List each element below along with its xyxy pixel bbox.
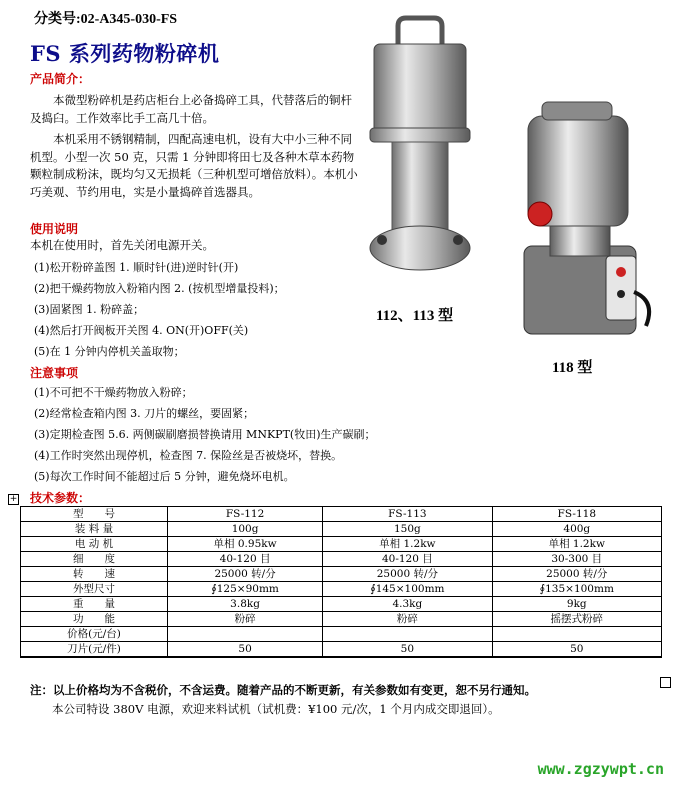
table-cell: FS-112: [168, 507, 323, 522]
table-row: [21, 627, 662, 642]
intro-paragraph-1: 本微型粉碎机是药店柜台上必备捣碎工具，代替落后的铜杆及捣臼。工作效率比手工高几十倍。: [30, 93, 352, 125]
table-row: [21, 612, 662, 627]
table-cell: 30-300 目: [492, 552, 661, 567]
intro-heading: 产品简介：: [30, 72, 91, 86]
table-cell: 单相 1.2kw: [492, 537, 661, 552]
table-cell: 外型尺寸: [21, 582, 168, 597]
page-title: FS 系列药物粉碎机: [30, 41, 220, 66]
table-cell: 细 度: [21, 552, 168, 567]
table-row: [21, 597, 662, 612]
usage-step: (5)在 1 分钟内停机关盖取物；: [34, 345, 185, 358]
usage-intro: 本机在使用时，首先关闭电源开关。: [30, 238, 214, 252]
caution-heading: 注意事项: [30, 366, 79, 380]
caution-item: (1)不可把不干燥药物放入粉碎；: [34, 386, 193, 399]
caution-item: (2)经常检查箱内图 3. 刀片的螺丝，要固紧；: [34, 407, 255, 420]
caution-item: (5)每次工作时间不能超过后 5 分钟，避免烧坏电机。: [34, 470, 295, 483]
table-cell: 50: [168, 642, 323, 658]
grinder-112-113-photo: [360, 8, 480, 298]
table-cell: 25000 转/分: [323, 567, 492, 582]
grinder-118-photo: [510, 96, 660, 346]
intro-paragraph-2: 本机采用不锈钢精制，四配高速电机，设有大中小三种不同机型。小型一次 50 克，只需 1 分钟即将田七及各种木草本药物颗粒制成粉沫，既均匀又无损耗（三种机型可增倍放料）。本机小巧美观、节约用电，实是小量捣碎首选器具。: [30, 132, 358, 199]
spec-heading: 技术参数：: [30, 491, 91, 505]
table-row: [21, 567, 662, 582]
table-cell: 单相 1.2kw: [323, 537, 492, 552]
usage-step: (3)固紧图 1. 粉碎盖；: [34, 303, 145, 316]
table-row: [21, 537, 662, 552]
table-cell: FS-118: [492, 507, 661, 522]
caption-112-113: 112、113 型: [376, 308, 454, 324]
table-row: [21, 522, 662, 537]
table-cell: 重 量: [21, 597, 168, 612]
table-cell: [168, 627, 323, 642]
watermark-url: www.zgzywpt.cn: [537, 760, 664, 778]
table-cell: 3.8kg: [168, 597, 323, 612]
table-cell: 粉碎: [168, 612, 323, 627]
table-row: [21, 582, 662, 597]
table-row: [21, 642, 662, 658]
usage-heading: 使用说明: [30, 222, 79, 236]
table-cell: 40-120 目: [323, 552, 492, 567]
table-cell: 转 速: [21, 567, 168, 582]
caution-item: (3)定期检查图 5.6. 两侧碳刷磨损替换请用 MNKPT(牧田)生产碳刷；: [34, 428, 376, 441]
table-cell: 100g: [168, 522, 323, 537]
table-cell: [492, 627, 661, 642]
table-header-row: [21, 507, 662, 522]
table-cell: 摇摆式粉碎: [492, 612, 661, 627]
table-resize-handle-icon[interactable]: [660, 677, 671, 688]
spec-table: [20, 506, 662, 658]
table-handle-icon[interactable]: +: [9, 494, 18, 504]
table-cell: 40-120 目: [168, 552, 323, 567]
table-cell: ∮145×100mm: [323, 582, 492, 597]
table-cell: 价格(元/台): [21, 627, 168, 642]
table-row: [21, 552, 662, 567]
table-cell: FS-113: [323, 507, 492, 522]
table-cell: 电 动 机: [21, 537, 168, 552]
table-cell: 装 料 量: [21, 522, 168, 537]
table-cell: ∮125×90mm: [168, 582, 323, 597]
table-cell: 单相 0.95kw: [168, 537, 323, 552]
table-cell: ∮135×100mm: [492, 582, 661, 597]
contact-note: 本公司特设 380V 电源，欢迎来料试机（试机费：¥100 元/次，1 个月内成交即退回）。: [52, 702, 500, 716]
caution-item: (4)工作时突然出现停机，检查图 7. 保险丝是否被烧坏，替换。: [34, 449, 343, 462]
caption-118: 118 型: [552, 360, 593, 376]
usage-step: (1)松开粉碎盖图 1. 顺时针(进)逆时针(开): [34, 261, 239, 274]
usage-step: (2)把干燥药物放入粉箱内图 2. (按机型增量投料)；: [34, 282, 285, 295]
price-note: 注：以上价格均为不含税价，不含运费。随着产品的不断更新，有关参数如有变更，恕不另行通知。: [30, 683, 536, 697]
table-cell: [323, 627, 492, 642]
table-cell: 功 能: [21, 612, 168, 627]
catalog-code: 分类号:02-A345-030-FS: [34, 12, 178, 27]
table-cell: 25000 转/分: [492, 567, 661, 582]
table-cell: 4.3kg: [323, 597, 492, 612]
table-cell: 150g: [323, 522, 492, 537]
table-cell: 400g: [492, 522, 661, 537]
table-cell: 刀片(元/件): [21, 642, 168, 658]
table-cell: 9kg: [492, 597, 661, 612]
table-cell: 粉碎: [323, 612, 492, 627]
table-cell: 50: [492, 642, 661, 658]
table-cell: 50: [323, 642, 492, 658]
usage-step: (4)然后打开阀板开关图 4. ON(开)OFF(关): [34, 324, 249, 337]
table-cell: 25000 转/分: [168, 567, 323, 582]
table-cell: 型 号: [21, 507, 168, 522]
